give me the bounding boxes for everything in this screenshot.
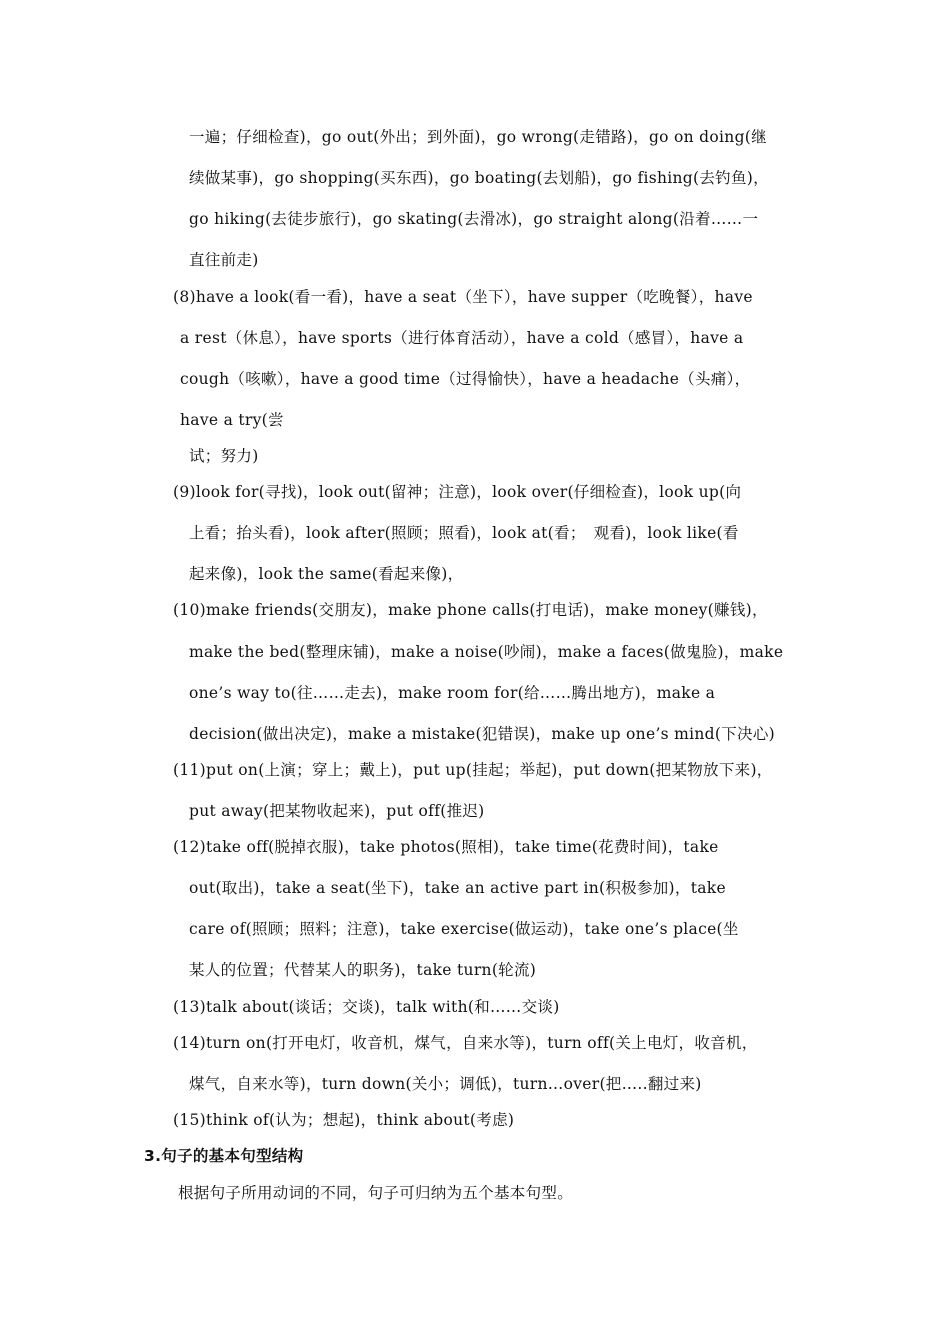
- list-item-8: (8)have a look(看一看)，have a seat（坐下），have supper（吃晚餐），have: [173, 288, 753, 306]
- text-line: 直往前走): [189, 251, 259, 269]
- text-line: make the bed(整理床铺)，make a noise(吵闹)，make a faces(做鬼脸)，make: [189, 643, 784, 661]
- list-item-11: (11)put on(上演；穿上；戴上)，put up(挂起；举起)，put down(把某物放下来)，: [173, 761, 773, 779]
- text-line: 试；努力): [189, 447, 259, 465]
- text-line: 一遍；仔细检查)，go out(外出；到外面)，go wrong(走错路)，go on doing(继: [189, 128, 767, 146]
- list-item-14: (14)turn on(打开电灯，收音机，煤气，自来水等)，turn off(关上电灯，收音机，: [173, 1034, 758, 1052]
- text-line: 上看；抬头看)，look after(照顾；照看)，look at(看； 观看)，look like(看: [189, 524, 739, 542]
- text-line: decision(做出决定)，make a mistake(犯错误)，make up one’s mind(下决心): [189, 725, 776, 743]
- text-line: put away(把某物收起来)，put off(推迟): [189, 802, 485, 820]
- list-item-15: (15)think of(认为；想起)，think about(考虑): [173, 1111, 515, 1129]
- text-line: go hiking(去徒步旅行)，go skating(去滑冰)，go straight along(沿着……一: [189, 210, 759, 228]
- list-item-10: (10)make friends(交朋友)，make phone calls(打电话)，make money(赚钱)，: [173, 601, 768, 619]
- text-line: 起来像)，look the same(看起来像)，: [189, 565, 464, 583]
- list-item-12: (12)take off(脱掉衣服)，take photos(照相)，take time(花费时间)，take: [173, 838, 719, 856]
- list-item-9: (9)look for(寻找)，look out(留神；注意)，look over(仔细检查)，look up(向: [173, 483, 742, 501]
- text-line: have a try(尝: [180, 411, 284, 429]
- text-line: 某人的位置；代替某人的职务)，take turn(轮流): [189, 961, 537, 979]
- text-line: out(取出)，take a seat(坐下)，take an active part in(积极参加)，take: [189, 879, 726, 897]
- text-line: 续做某事)，go shopping(买东西)，go boating(去划船)，go fishing(去钓鱼)，: [189, 169, 769, 187]
- list-item-13: (13)talk about(谈话；交谈)，talk with(和……交谈): [173, 998, 560, 1016]
- text-line: a rest（休息），have sports（进行体育活动），have a cold（感冒），have a: [180, 329, 744, 347]
- section-intro: 根据句子所用动词的不同，句子可归纳为五个基本句型。: [178, 1184, 574, 1202]
- section-heading: 3.句子的基本句型结构: [144, 1147, 304, 1165]
- text-line: care of(照顾；照料；注意)，take exercise(做运动)，take one’s place(坐: [189, 920, 739, 938]
- text-line: cough（咳嗽），have a good time（过得愉快），have a headache（头痛），: [180, 370, 751, 388]
- text-line: 煤气，自来水等)，turn down(关小；调低)，turn…over(把…..翻过来): [189, 1075, 702, 1093]
- text-line: one’s way to(往……走去)，make room for(给……腾出地方)，make a: [189, 684, 716, 702]
